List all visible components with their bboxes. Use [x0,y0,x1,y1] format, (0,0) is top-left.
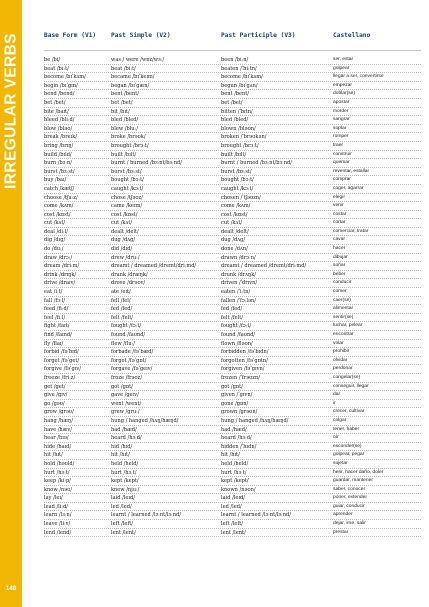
table-row [0,219,429,228]
base-form-cell: bend /bend/ [44,91,75,98]
past-simple-cell: ate /eɪt/ [111,289,131,296]
past-participle-cell: bought /bɔːt/ [221,177,254,184]
past-participle-cell: dreamt / dreamed /dremt/driːmd/ [221,263,307,270]
spanish-cell: traer [333,142,344,148]
past-simple-cell: beat /biːt/ [111,65,136,72]
spanish-cell: doblar(se) [333,91,356,97]
table-row [0,151,429,160]
past-participle-cell: cut /kʌt/ [221,220,243,227]
past-simple-cell: learnt / learned /lɜːnt/lɜːnd/ [111,512,181,519]
table-row [0,511,429,520]
past-simple-cell: bit /bɪt/ [111,108,130,115]
past-participle-cell: hit /hɪt/ [221,452,240,459]
side-tab-title: IRREGULAR VERBS [2,33,20,189]
past-participle-cell: had /hæd/ [221,426,247,433]
base-form-cell: dream /driːm/ [44,263,80,270]
past-simple-cell: hit /hɪt/ [111,452,130,459]
spanish-cell: elegir [333,194,345,200]
spanish-cell: soñar [333,263,346,269]
past-participle-cell: broken /ˈbrəʊkən/ [221,134,267,141]
base-form-cell: deal /diːl/ [44,228,69,235]
spanish-cell: prestar [333,529,349,535]
spanish-cell: ser, estar [333,57,354,62]
past-participle-cell: hidden /ˈhɪdn/ [221,443,257,450]
spanish-cell: luchar, pelear [333,323,363,329]
base-form-cell: have /hæv/ [44,426,72,433]
spanish-cell: comprar [333,177,351,183]
past-simple-cell: caught /kɔːt/ [111,185,144,192]
base-form-cell: do /duː/ [44,246,64,253]
table-row [0,383,429,392]
past-participle-cell: held /held/ [221,460,249,467]
base-form-cell: bring /brɪŋ/ [44,142,74,149]
past-participle-cell: drunk /drʌŋk/ [221,271,257,278]
spanish-cell: sujetar [333,460,348,466]
past-participle-cell: come /kʌm/ [221,203,251,210]
table-row [0,331,429,340]
past-participle-cell: flown /fləʊn/ [221,340,253,347]
past-simple-cell: began /bɪˈgæn/ [111,82,150,89]
spanish-cell: poner, extender [333,495,367,501]
spanish-cell: llegar a ser, convertirse [333,74,384,80]
spanish-cell: morder [333,108,349,114]
spanish-cell: cavar [333,237,345,243]
past-simple-cell: laid /leɪd/ [111,495,135,502]
spanish-cell: tener, haber [333,426,360,432]
past-simple-cell: forgot /fəˈgɒt/ [111,357,147,364]
past-simple-cell: bent /bent/ [111,91,139,98]
table-row [0,245,429,254]
past-simple-cell: bought /bɔːt/ [111,177,144,184]
past-simple-cell: brought /brɔːt/ [111,142,149,149]
table-row [0,185,429,194]
base-form-cell: lead /liːd/ [44,503,69,510]
spanish-cell: cortar [333,220,346,226]
past-simple-cell: lent /lent/ [111,529,136,536]
past-participle-cell: cost /kɒst/ [221,211,248,218]
table-row [0,322,429,331]
spanish-cell: volar [333,340,344,346]
spanish-cell: aprender [333,512,353,518]
table-row [0,159,429,168]
past-participle-cell: begun /bɪˈgʌn/ [221,82,258,89]
past-simple-cell: fought /fɔːt/ [111,323,142,330]
base-form-cell: bite /baɪt/ [44,108,69,115]
base-form-cell: eat /iːt/ [44,289,63,296]
spanish-cell: ir [333,400,336,406]
past-participle-cell: drawn /drɔːn/ [221,254,256,261]
base-form-cell: find /faɪnd/ [44,332,72,338]
base-form-cell: beat /biːt/ [44,65,69,72]
past-simple-cell: was / were /wɒz/wɜː/ [111,57,165,63]
spanish-cell: golpear, pegar [333,452,365,458]
past-simple-cell: came /keɪm/ [111,203,143,210]
table-row [0,297,429,306]
table-row [0,271,429,280]
past-participle-cell: kept /kept/ [221,478,249,485]
spanish-cell: olvidar [333,357,348,363]
base-form-cell: hang /hæŋ/ [44,417,73,424]
table-header [0,32,429,44]
table-row [0,262,429,271]
spanish-cell: saber, conocer [333,486,366,492]
base-form-cell: forget /fəˈget/ [44,357,80,364]
past-participle-cell: blown /bləʊn/ [221,125,256,132]
past-participle-cell: become /bɪˈkʌm/ [221,74,263,81]
past-participle-cell: built /bɪlt/ [221,151,247,158]
past-simple-cell: bled /bled/ [111,117,139,124]
table-row [0,194,429,203]
past-simple-cell: cut /kʌt/ [111,220,133,227]
past-participle-cell: dug /dʌg/ [221,237,246,244]
past-participle-cell: forgiven /fəˈgɪvn/ [221,366,265,373]
spanish-cell: empezar [333,82,353,88]
past-simple-cell: knew /njuː/ [111,486,140,493]
table-row [0,443,429,452]
table-row [0,73,429,82]
past-participle-cell: eaten /ˈiːtn/ [221,289,251,296]
spanish-cell: reventar, estallar [333,168,370,174]
base-form-cell: know /nəʊ/ [44,486,73,493]
past-participle-cell: left /left/ [221,521,243,528]
past-simple-cell: left /left/ [111,521,133,528]
base-form-cell: hold /həʊld/ [44,460,75,467]
past-participle-cell: forbidden /fəˈbɪdn/ [221,349,269,356]
table-row [0,391,429,400]
base-form-cell: drink /drɪŋk/ [44,271,77,278]
past-simple-cell: hid /hɪd/ [111,443,133,450]
spanish-cell: golpear [333,65,350,71]
base-form-cell: feed /fiːd/ [44,306,69,313]
table-row [0,108,429,117]
base-form-cell: catch /kætʃ/ [44,185,75,192]
spanish-cell: perdonar [333,366,353,372]
past-simple-cell: fell /fel/ [111,297,131,304]
past-participle-cell: learnt / learned /lɜːnt/lɜːnd/ [221,512,291,519]
past-simple-cell: dug /dʌg/ [111,237,136,244]
table-row [0,254,429,263]
past-participle-cell: burst /bɜːst/ [221,168,252,175]
spanish-cell: venir [333,203,344,209]
base-form-cell: leave /liːv/ [44,521,71,528]
spanish-cell: sangrar [333,117,350,123]
spanish-cell: quemar [333,160,350,166]
base-form-cell: begin /bɪˈgɪn/ [44,82,78,89]
spanish-cell: dar [333,392,341,398]
base-form-cell: keep /kiːp/ [44,478,71,485]
spanish-cell: dibujar [333,254,348,260]
base-form-cell: become /bɪˈkʌm/ [44,74,86,81]
table-row [0,494,429,503]
base-form-cell: fall /fɔːl/ [44,297,66,304]
table-row [0,426,429,435]
table-row [0,142,429,151]
spanish-cell: beber [333,271,346,277]
spanish-cell: comerciar, tratar [333,228,369,234]
spanish-cell: sentir(se) [333,314,354,320]
base-form-cell: hurt /hɜːt/ [44,469,70,476]
base-form-cell: feel /fiːl/ [44,314,66,321]
past-participle-cell: been /biːn/ [221,57,249,63]
past-participle-cell: lent /lent/ [221,529,246,536]
table-row [0,408,429,417]
spanish-cell: costar [333,211,347,217]
spanish-cell: caer(se) [333,297,351,303]
spanish-cell: dejar, irse, salir [333,521,366,527]
table-row [0,279,429,288]
past-simple-cell: grew /gruː/ [111,409,140,416]
spanish-cell: esconder(se) [333,443,362,449]
table-row [0,56,429,65]
past-participle-cell: done /dʌn/ [221,246,248,253]
base-form-cell: buy /baɪ/ [44,177,67,184]
past-simple-cell: blew /bluː/ [111,125,138,132]
spanish-cell: construir [333,151,352,157]
past-simple-cell: burnt / burned /bɜːnt/bɜːnd/ [111,160,182,167]
table-row [0,82,429,91]
past-participle-cell: laid /leɪd/ [221,495,245,502]
past-simple-cell: did /dɪd/ [111,246,133,253]
base-form-cell: fly /flaɪ/ [44,340,64,347]
table-row [0,503,429,512]
past-simple-cell: burst /bɜːst/ [111,168,142,175]
past-simple-cell: dreamt / dreamed /dremt/driːmd/ [111,263,197,270]
base-form-cell: build /bɪld/ [44,151,72,158]
spanish-cell: conducir [333,280,352,286]
base-form-cell: be /bi/ [44,57,61,63]
past-simple-cell: dealt /delt/ [111,228,139,235]
table-row [0,348,429,357]
past-simple-cell: got /gɒt/ [111,383,133,390]
past-participle-cell: gone /gɒn/ [221,400,249,407]
header-spanish: Castellano [333,32,371,39]
table-row [0,288,429,297]
table-row [0,202,429,211]
table-row [0,374,429,383]
past-participle-cell: got /gɒt/ [221,383,243,390]
spanish-cell: soplar [333,125,347,131]
past-participle-cell: bitten /ˈbɪtn/ [221,108,253,115]
past-simple-cell: drove /drəʊv/ [111,280,146,287]
table-row [0,400,429,409]
base-form-cell: draw /drɔː/ [44,254,73,261]
past-simple-cell: hung / hanged /hʌŋ/hæŋd/ [111,417,179,424]
base-form-cell: hide /haɪd/ [44,443,72,450]
table-row [0,125,429,134]
base-form-cell: grow /grəʊ/ [44,409,74,416]
base-form-cell: get /get/ [44,383,66,390]
table-row [0,451,429,460]
table-row [0,417,429,426]
base-form-cell: go /gəʊ/ [44,400,65,407]
past-simple-cell: forbade /fəˈbæd/ [111,349,154,356]
table-row [0,365,429,374]
table-row [0,529,429,538]
table-row [0,357,429,366]
past-participle-cell: bled /bled/ [221,117,249,124]
base-form-cell: lend /lend/ [44,529,72,536]
spanish-cell: guardar, mantener [333,478,373,484]
past-participle-cell: bent /bent/ [221,91,249,98]
base-form-cell: forbid /fəˈbɪd/ [44,349,79,356]
past-simple-cell: forgave /fəˈgeɪv/ [111,366,153,373]
past-participle-cell: known /nəʊn/ [221,486,256,493]
header-base-form: Base Form (V1) [44,32,97,39]
past-participle-cell: dealt /delt/ [221,228,249,235]
base-form-cell: drive /draɪv/ [44,280,76,287]
table-row [0,133,429,142]
past-simple-cell: drew /druː/ [111,254,140,261]
base-form-cell: lay /leɪ/ [44,495,63,502]
base-form-cell: bet /bet/ [44,99,66,106]
spanish-cell: coger, agarrar [333,185,364,191]
past-participle-cell: forgotten /fəˈgɒtn/ [221,357,268,364]
base-form-cell: learn /lɜːn/ [44,512,72,519]
past-participle-cell: frozen /ˈfrəʊzn/ [221,374,260,381]
spanish-cell: conseguir, llegar [333,383,369,389]
past-participle-cell: felt /felt/ [221,314,243,321]
table-row [0,314,429,323]
past-simple-cell: flew /fluː/ [111,340,135,347]
past-participle-cell: hung / hanged /hʌŋ/hæŋd/ [221,417,289,424]
past-simple-cell: chose /tʃəʊz/ [111,194,143,201]
base-form-cell: freeze /friːz/ [44,374,76,381]
past-simple-cell: broke /brəʊk/ [111,134,146,141]
page-number: 148 [5,585,17,592]
past-simple-cell: kept /kept/ [111,478,139,485]
past-participle-cell: beaten /ˈbiːtn/ [221,65,257,72]
spanish-cell: alimentar [333,306,354,312]
past-simple-cell: gave /geɪv/ [111,392,139,399]
past-simple-cell: led /led/ [111,503,132,510]
table-row [0,469,429,478]
past-simple-cell: bet /bet/ [111,99,133,106]
base-form-cell: hear /hɪə/ [44,435,69,442]
base-form-cell: bleed /bliːd/ [44,117,75,124]
past-participle-cell: fought /fɔːt/ [221,323,252,330]
spanish-cell: oír [333,435,339,441]
base-form-cell: come /kʌm/ [44,203,74,210]
past-participle-cell: led /led/ [221,503,242,510]
past-simple-cell: had /hæd/ [111,426,137,433]
past-simple-cell: built /bɪlt/ [111,151,137,158]
past-simple-cell: held /held/ [111,460,139,467]
table-row [0,90,429,99]
base-form-cell: burn /bɜːn/ [44,160,72,167]
table-row [0,340,429,349]
past-participle-cell: burnt / burned /bɜːnt/bɜːnd/ [221,160,292,167]
past-simple-cell: hurt /hɜːt/ [111,469,137,476]
past-participle-cell: driven /ˈdrɪvn/ [221,280,258,287]
past-simple-cell: became /bɪˈkeɪm/ [111,74,155,81]
spanish-cell: herir, hacer daño, doler [333,469,384,475]
header-past-participle: Past Participle (V3) [221,32,296,39]
past-simple-cell: cost /kɒst/ [111,211,138,218]
table-row [0,486,429,495]
table-row [0,477,429,486]
past-participle-cell: fed /fed/ [221,306,243,313]
base-form-cell: break /breɪk/ [44,134,78,141]
base-form-cell: dig /dɪg/ [44,237,66,244]
past-participle-cell: bet /bet/ [221,99,243,106]
spanish-cell: prohibir [333,349,350,355]
past-participle-cell: chosen /ˈtʃəʊzn/ [221,194,261,201]
past-simple-cell: fed /fed/ [111,306,133,313]
past-simple-cell: heard /hɜːd/ [111,435,142,442]
spanish-cell: apostar [333,99,350,105]
past-participle-cell: fallen /ˈfɔːlən/ [221,297,256,304]
past-simple-cell: froze /frəʊz/ [111,374,143,381]
past-simple-cell: went /went/ [111,400,142,407]
base-form-cell: cut /kʌt/ [44,220,66,227]
table-row [0,520,429,529]
past-participle-cell: hurt /hɜːt/ [221,469,247,476]
header-divider [44,50,421,51]
past-participle-cell: brought /brɔːt/ [221,142,259,149]
past-simple-cell: felt /felt/ [111,314,133,321]
spanish-cell: comer [333,289,347,295]
spanish-cell: congelar(se) [333,374,361,380]
past-simple-cell: found /faʊnd/ [111,332,146,338]
table-row [0,168,429,177]
base-form-cell: give /gɪv/ [44,392,68,399]
spanish-cell: romper [333,134,349,140]
table-row [0,99,429,108]
base-form-cell: blow /bləʊ/ [44,125,73,132]
spanish-cell: guiar, conducir [333,503,365,509]
table-row [0,176,429,185]
spanish-cell: crecer, cultivar [333,409,365,415]
verb-table [0,56,429,537]
base-form-cell: forgive /fəˈgɪv/ [44,366,81,373]
spanish-cell: colgar [333,417,347,423]
header-past-simple: Past Simple (V2) [111,32,171,39]
table-row [0,116,429,125]
table-row [0,211,429,220]
base-form-cell: fight /faɪt/ [44,323,70,330]
table-row [0,434,429,443]
base-form-cell: cost /kɒst/ [44,211,71,218]
table-row [0,305,429,314]
past-participle-cell: found /faʊnd/ [221,332,256,338]
table-row [0,65,429,74]
base-form-cell: burst /bɜːst/ [44,168,75,175]
spanish-cell: encontrar [333,332,354,337]
past-participle-cell: grown /grəʊn/ [221,409,258,416]
past-participle-cell: given /ˈgɪvn/ [221,392,253,399]
spanish-cell: hacer [333,246,346,252]
table-row [0,236,429,245]
past-simple-cell: drank /dræŋk/ [111,271,148,278]
table-row [0,460,429,469]
past-participle-cell: heard /hɜːd/ [221,435,252,442]
base-form-cell: choose /tʃuːz/ [44,194,78,201]
past-participle-cell: caught /kɔːt/ [221,185,254,192]
table-row [0,228,429,237]
base-form-cell: hit /hɪt/ [44,452,63,459]
